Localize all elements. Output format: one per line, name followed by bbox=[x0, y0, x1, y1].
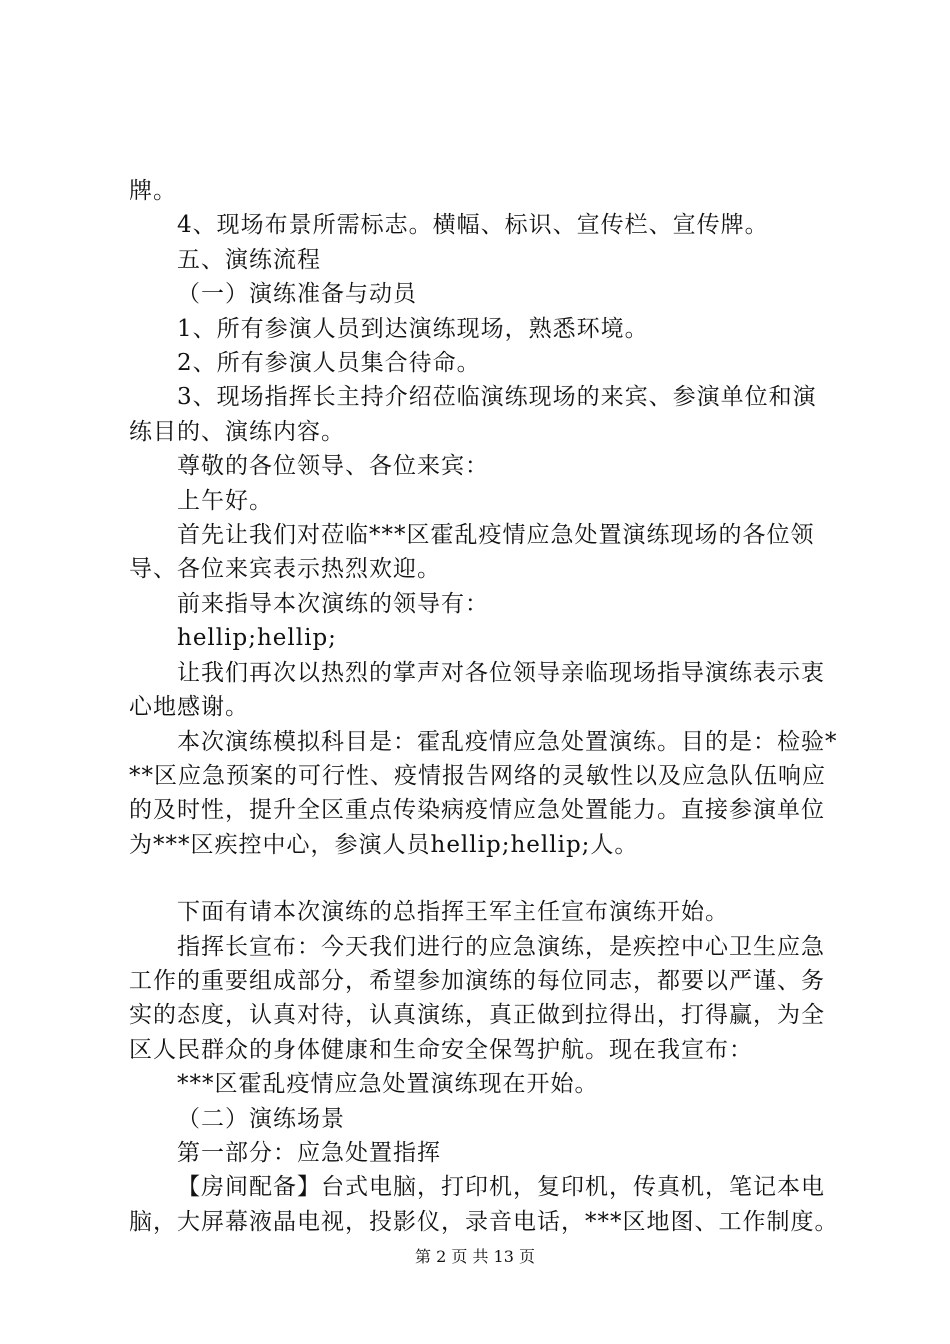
part-heading-1: 第一部分：应急处置指挥 bbox=[177, 1139, 441, 1166]
page-footer: 第 2 页 共 13 页 bbox=[415, 1247, 535, 1266]
document-body bbox=[129, 174, 839, 1239]
paragraph-invite-commander: 下面有请本次演练的总指挥王军主任宣布演练开始。 bbox=[177, 899, 729, 926]
paragraph-thanks: 让我们再次以热烈的掌声对各位领导亲临现场指导演练表示衷心地感谢。 bbox=[129, 659, 825, 721]
subsection-heading-1: （一）演练准备与动员 bbox=[177, 281, 417, 308]
paragraph-salutation: 尊敬的各位领导、各位来宾： bbox=[177, 453, 489, 480]
subsection-heading-2: （二）演练场景 bbox=[177, 1105, 345, 1132]
paragraph-welcome: 首先让我们对莅临***区霍乱疫情应急处置演练现场的各位领导、各位来宾表示热烈欢迎。 bbox=[129, 522, 815, 583]
paragraph-purpose: 本次演练模拟科目是：霍乱疫情应急处置演练。目的是：检验***区应急预案的可行性、疫情报告网络的灵敏性以及应急队伍响应的及时性，提升全区重点传染病疫情应急处置能力。直接参演单位为***区疾控中心，参演人员hellip;hellip;人。 bbox=[129, 728, 838, 858]
paragraph-commander-speech: 指挥长宣布：今天我们进行的应急演练，是疾控中心卫生应急工作的重要组成部分，希望参加演练的每位同志，都要以严谨、务实的态度，认真对待，认真演练，真正做到拉得出，打得赢，为全区人民群众的身体健康和生命安全保驾护航。现在我宣布： bbox=[129, 933, 825, 1063]
paragraph-step-1: 1、所有参演人员到达演练现场，熟悉环境。 bbox=[177, 315, 649, 342]
paragraph-drill-start: ***区霍乱疫情应急处置演练现在开始。 bbox=[177, 1071, 599, 1098]
paragraph-leaders-list: hellip;hellip; bbox=[177, 625, 337, 652]
paragraph-step-2: 2、所有参演人员集合待命。 bbox=[177, 350, 481, 377]
paragraph-leaders-intro: 前来指导本次演练的领导有： bbox=[177, 590, 489, 617]
paragraph-item-4: 4、现场布景所需标志。横幅、标识、宣传栏、宣传牌。 bbox=[177, 212, 769, 239]
paragraph-step-3: 3、现场指挥长主持介绍莅临演练现场的来宾、参演单位和演练目的、演练内容。 bbox=[129, 384, 817, 445]
paragraph-greeting: 上午好。 bbox=[177, 487, 273, 514]
section-heading-5: 五、演练流程 bbox=[177, 246, 321, 273]
paragraph-continuation: 牌。 bbox=[129, 178, 177, 204]
paragraph-room-equipment: 【房间配备】台式电脑，打印机，复印机，传真机，笔记本电脑，大屏幕液晶电视，投影仪，录音电话，***区地图、工作制度。 bbox=[129, 1174, 839, 1235]
paragraph-spacer bbox=[129, 862, 839, 895]
